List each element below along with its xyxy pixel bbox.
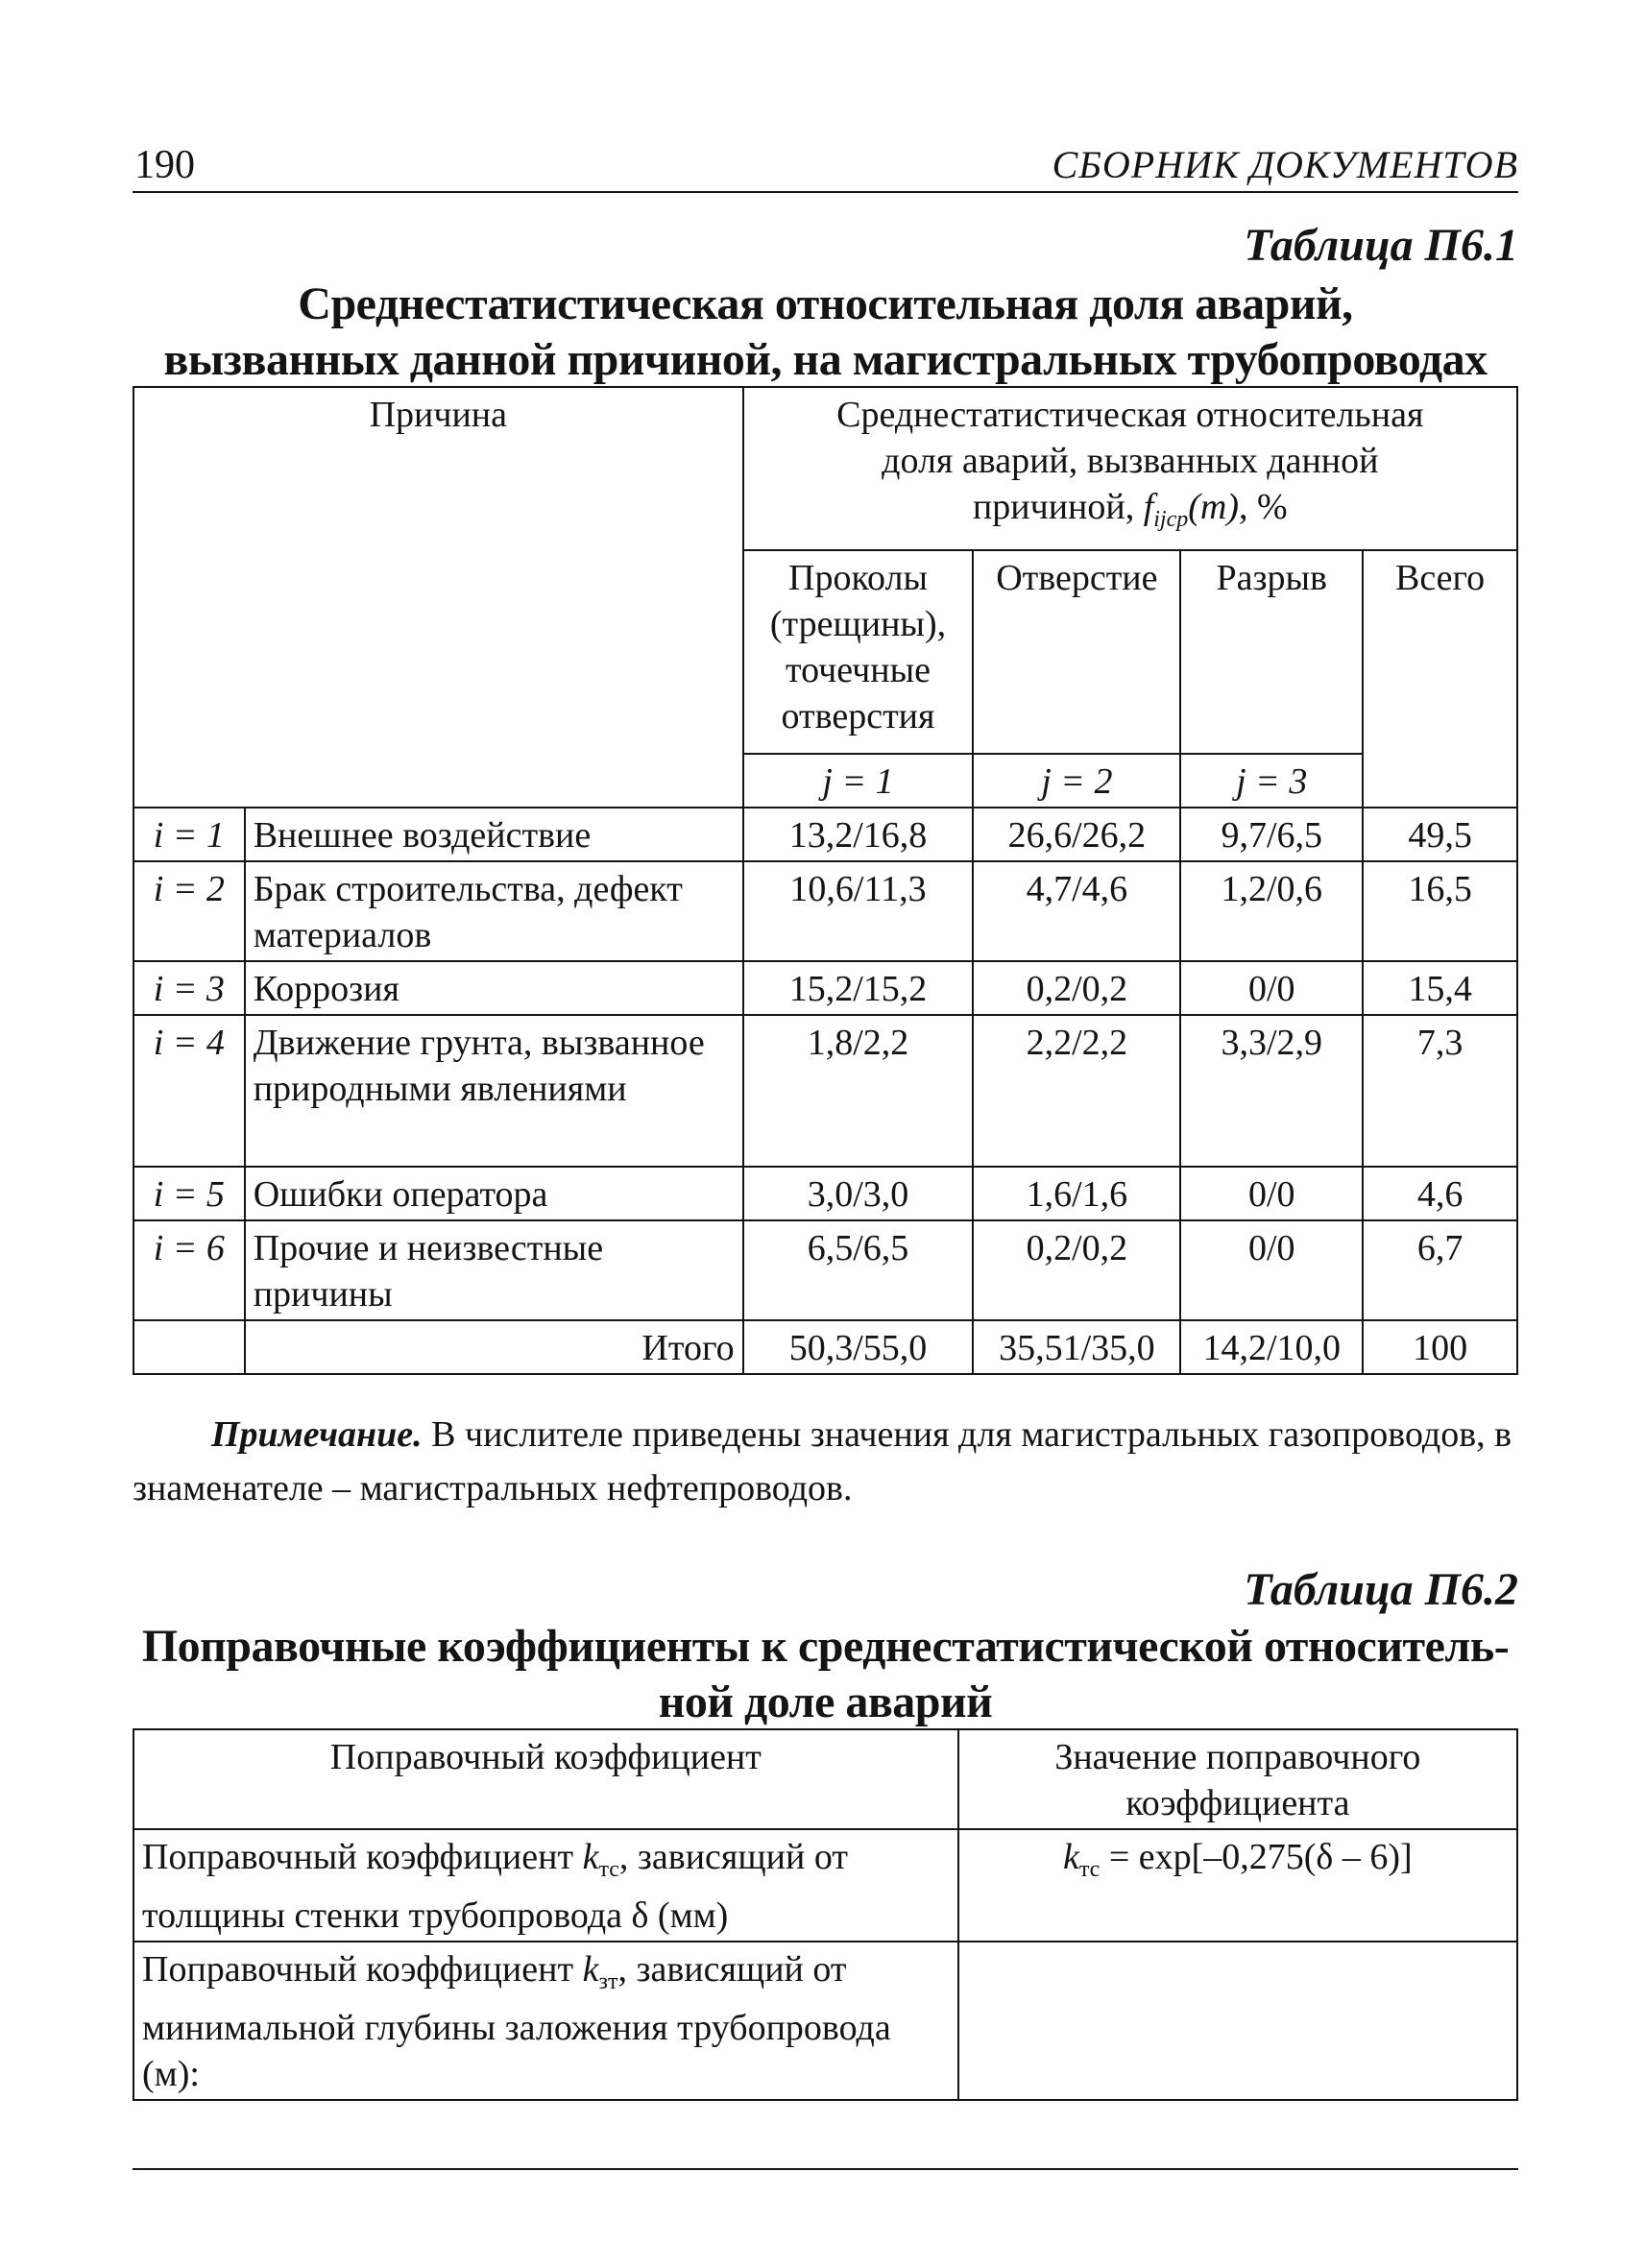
row-total: 4,6 xyxy=(1363,1167,1517,1220)
row-value-j3: 9,7/6,5 xyxy=(1180,808,1363,861)
table-row xyxy=(133,1942,1517,2100)
j-label-1: j = 1 xyxy=(743,754,974,808)
total-row-label: Итого xyxy=(245,1320,743,1374)
table-row xyxy=(133,1167,1517,1220)
row-total: 16,5 xyxy=(1363,861,1517,961)
table-row xyxy=(133,1829,1517,1942)
table2-head-coef: Поправочный коэффициент xyxy=(133,1729,958,1829)
coef-symbol: k xyxy=(582,1837,599,1877)
total-value-j3: 14,2/10,0 xyxy=(1180,1320,1363,1374)
row-cause: Ошибки оператора xyxy=(245,1167,743,1220)
j-label-3: j = 3 xyxy=(1180,754,1363,808)
coef-text-pre: Поправочный коэффициент xyxy=(142,1949,574,1990)
row-value-j3: 1,2/0,6 xyxy=(1180,861,1363,961)
table2-head-value: Значение поправочного коэффициента xyxy=(958,1729,1517,1829)
table1-head-share-line3 xyxy=(752,484,1509,543)
coef-text-post: , зависящий от минимальной глубины заложения трубопровода (м): xyxy=(142,1949,891,2094)
table1-head-share-text: причиной, xyxy=(972,487,1135,527)
table1-head-share-line2: доля аварий, вызванных данной xyxy=(882,441,1379,481)
formula-expression: = exp[–0,275(δ – 6)] xyxy=(1100,1837,1413,1877)
row-cause: Брак строительства, дефект материалов xyxy=(245,861,743,961)
col-head-rupture: Разрыв xyxy=(1180,550,1363,754)
col-head-punctures: Проколы (трещины), точечные отверстия xyxy=(743,550,974,754)
row-value-j1: 15,2/15,2 xyxy=(743,961,974,1015)
row-value-j2: 1,6/1,6 xyxy=(973,1167,1180,1220)
coef-text-post: , зависящий от толщины стенки трубопровода δ (мм) xyxy=(142,1837,848,1936)
table2-label: Таблица П6.2 xyxy=(1244,1564,1518,1615)
row-value-j3: 0/0 xyxy=(1180,961,1363,1015)
table-row xyxy=(133,808,1517,861)
row-index: i = 5 xyxy=(133,1167,245,1220)
row-value-j3: 0/0 xyxy=(1180,1220,1363,1320)
total-row-empty-cell xyxy=(133,1320,245,1374)
table2-title-line2: ной доле аварий xyxy=(658,1677,993,1727)
row-value-j1: 13,2/16,8 xyxy=(743,808,974,861)
row-value-j1: 3,0/3,0 xyxy=(743,1167,974,1220)
row-value-j2: 0,2/0,2 xyxy=(973,1220,1180,1320)
row-cause: Коррозия xyxy=(245,961,743,1015)
share-symbol-arg: (m) xyxy=(1188,487,1240,527)
page-number: 190 xyxy=(134,143,195,187)
row-value-j2: 0,2/0,2 xyxy=(973,961,1180,1015)
row-value-j2: 4,7/4,6 xyxy=(973,861,1180,961)
row-index: i = 2 xyxy=(133,861,245,961)
row-value-j2: 2,2/2,2 xyxy=(973,1015,1180,1167)
table-total-row xyxy=(133,1320,1517,1374)
table1-note xyxy=(133,1408,1518,1515)
row-value-j1: 6,5/6,5 xyxy=(743,1220,974,1320)
share-symbol-sub: ijcp xyxy=(1153,507,1189,532)
coef-symbol-sub: тс xyxy=(598,1857,619,1882)
table1-title-line1: Среднестатистическая относительная доля аварий, xyxy=(298,278,1353,329)
row-cause: Прочие и неизвестные причины xyxy=(245,1220,743,1320)
row-index: i = 6 xyxy=(133,1220,245,1320)
table1-title xyxy=(133,277,1518,388)
note-label: Примечание. xyxy=(211,1414,423,1455)
row-index: i = 4 xyxy=(133,1015,245,1167)
running-title: СБОРНИК ДОКУМЕНТОВ xyxy=(1052,143,1518,186)
row-value-j3: 0/0 xyxy=(1180,1167,1363,1220)
share-unit: , % xyxy=(1239,487,1288,527)
row-total: 15,4 xyxy=(1363,961,1517,1015)
total-value-j1: 50,3/55,0 xyxy=(743,1320,974,1374)
total-value-all: 100 xyxy=(1363,1320,1517,1374)
coef-value-empty xyxy=(958,1942,1517,2100)
row-value-j2: 26,6/26,2 xyxy=(973,808,1180,861)
row-value-j1: 1,8/2,2 xyxy=(743,1015,974,1167)
row-index: i = 1 xyxy=(133,808,245,861)
row-total: 49,5 xyxy=(1363,808,1517,861)
coef-text-pre: Поправочный коэффициент xyxy=(142,1837,574,1877)
row-cause: Движение грунта, вызванное природными явлениями xyxy=(245,1015,743,1167)
row-index: i = 3 xyxy=(133,961,245,1015)
note-text: В числителе приведены значения для магистральных газопроводов, в знаменателе – магистральных нефтепроводов. xyxy=(133,1414,1512,1508)
coef-symbol-sub: зт xyxy=(598,1969,618,1994)
table1 xyxy=(133,386,1518,1375)
table1-head-share xyxy=(743,387,1517,550)
formula-symbol-sub: тс xyxy=(1078,1857,1101,1882)
table1-head-share-line1: Среднестатистическая относительная xyxy=(836,395,1424,435)
table2 xyxy=(133,1728,1518,2101)
header-rule xyxy=(133,191,1518,193)
col-head-hole: Отверстие xyxy=(973,550,1180,754)
formula-symbol: k xyxy=(1063,1837,1079,1877)
table2-title-line1: Поправочные коэффициенты к среднестатистической относитель- xyxy=(141,1621,1510,1672)
total-value-j2: 35,51/35,0 xyxy=(973,1320,1180,1374)
row-total: 6,7 xyxy=(1363,1220,1517,1320)
row-cause: Внешнее воздействие xyxy=(245,808,743,861)
row-total: 7,3 xyxy=(1363,1015,1517,1167)
coef-symbol: k xyxy=(582,1949,599,1990)
share-symbol: f xyxy=(1143,487,1154,527)
table1-head-cause: Причина xyxy=(133,387,743,808)
bottom-rule xyxy=(133,2168,1518,2170)
row-value-j3: 3,3/2,9 xyxy=(1180,1015,1363,1167)
table-row xyxy=(133,1220,1517,1320)
table2-title xyxy=(133,1619,1518,1730)
coef-description xyxy=(133,1829,958,1942)
table-row xyxy=(133,961,1517,1015)
coef-description xyxy=(133,1942,958,2100)
table-row xyxy=(133,861,1517,961)
table1-label: Таблица П6.1 xyxy=(1244,220,1518,271)
col-head-total: Всего xyxy=(1363,550,1517,808)
coef-formula xyxy=(958,1829,1517,1942)
table1-title-line2: вызванных данной причиной, на магистральных трубопроводах xyxy=(163,334,1488,385)
row-value-j1: 10,6/11,3 xyxy=(743,861,974,961)
table-row xyxy=(133,1015,1517,1167)
j-label-2: j = 2 xyxy=(973,754,1180,808)
